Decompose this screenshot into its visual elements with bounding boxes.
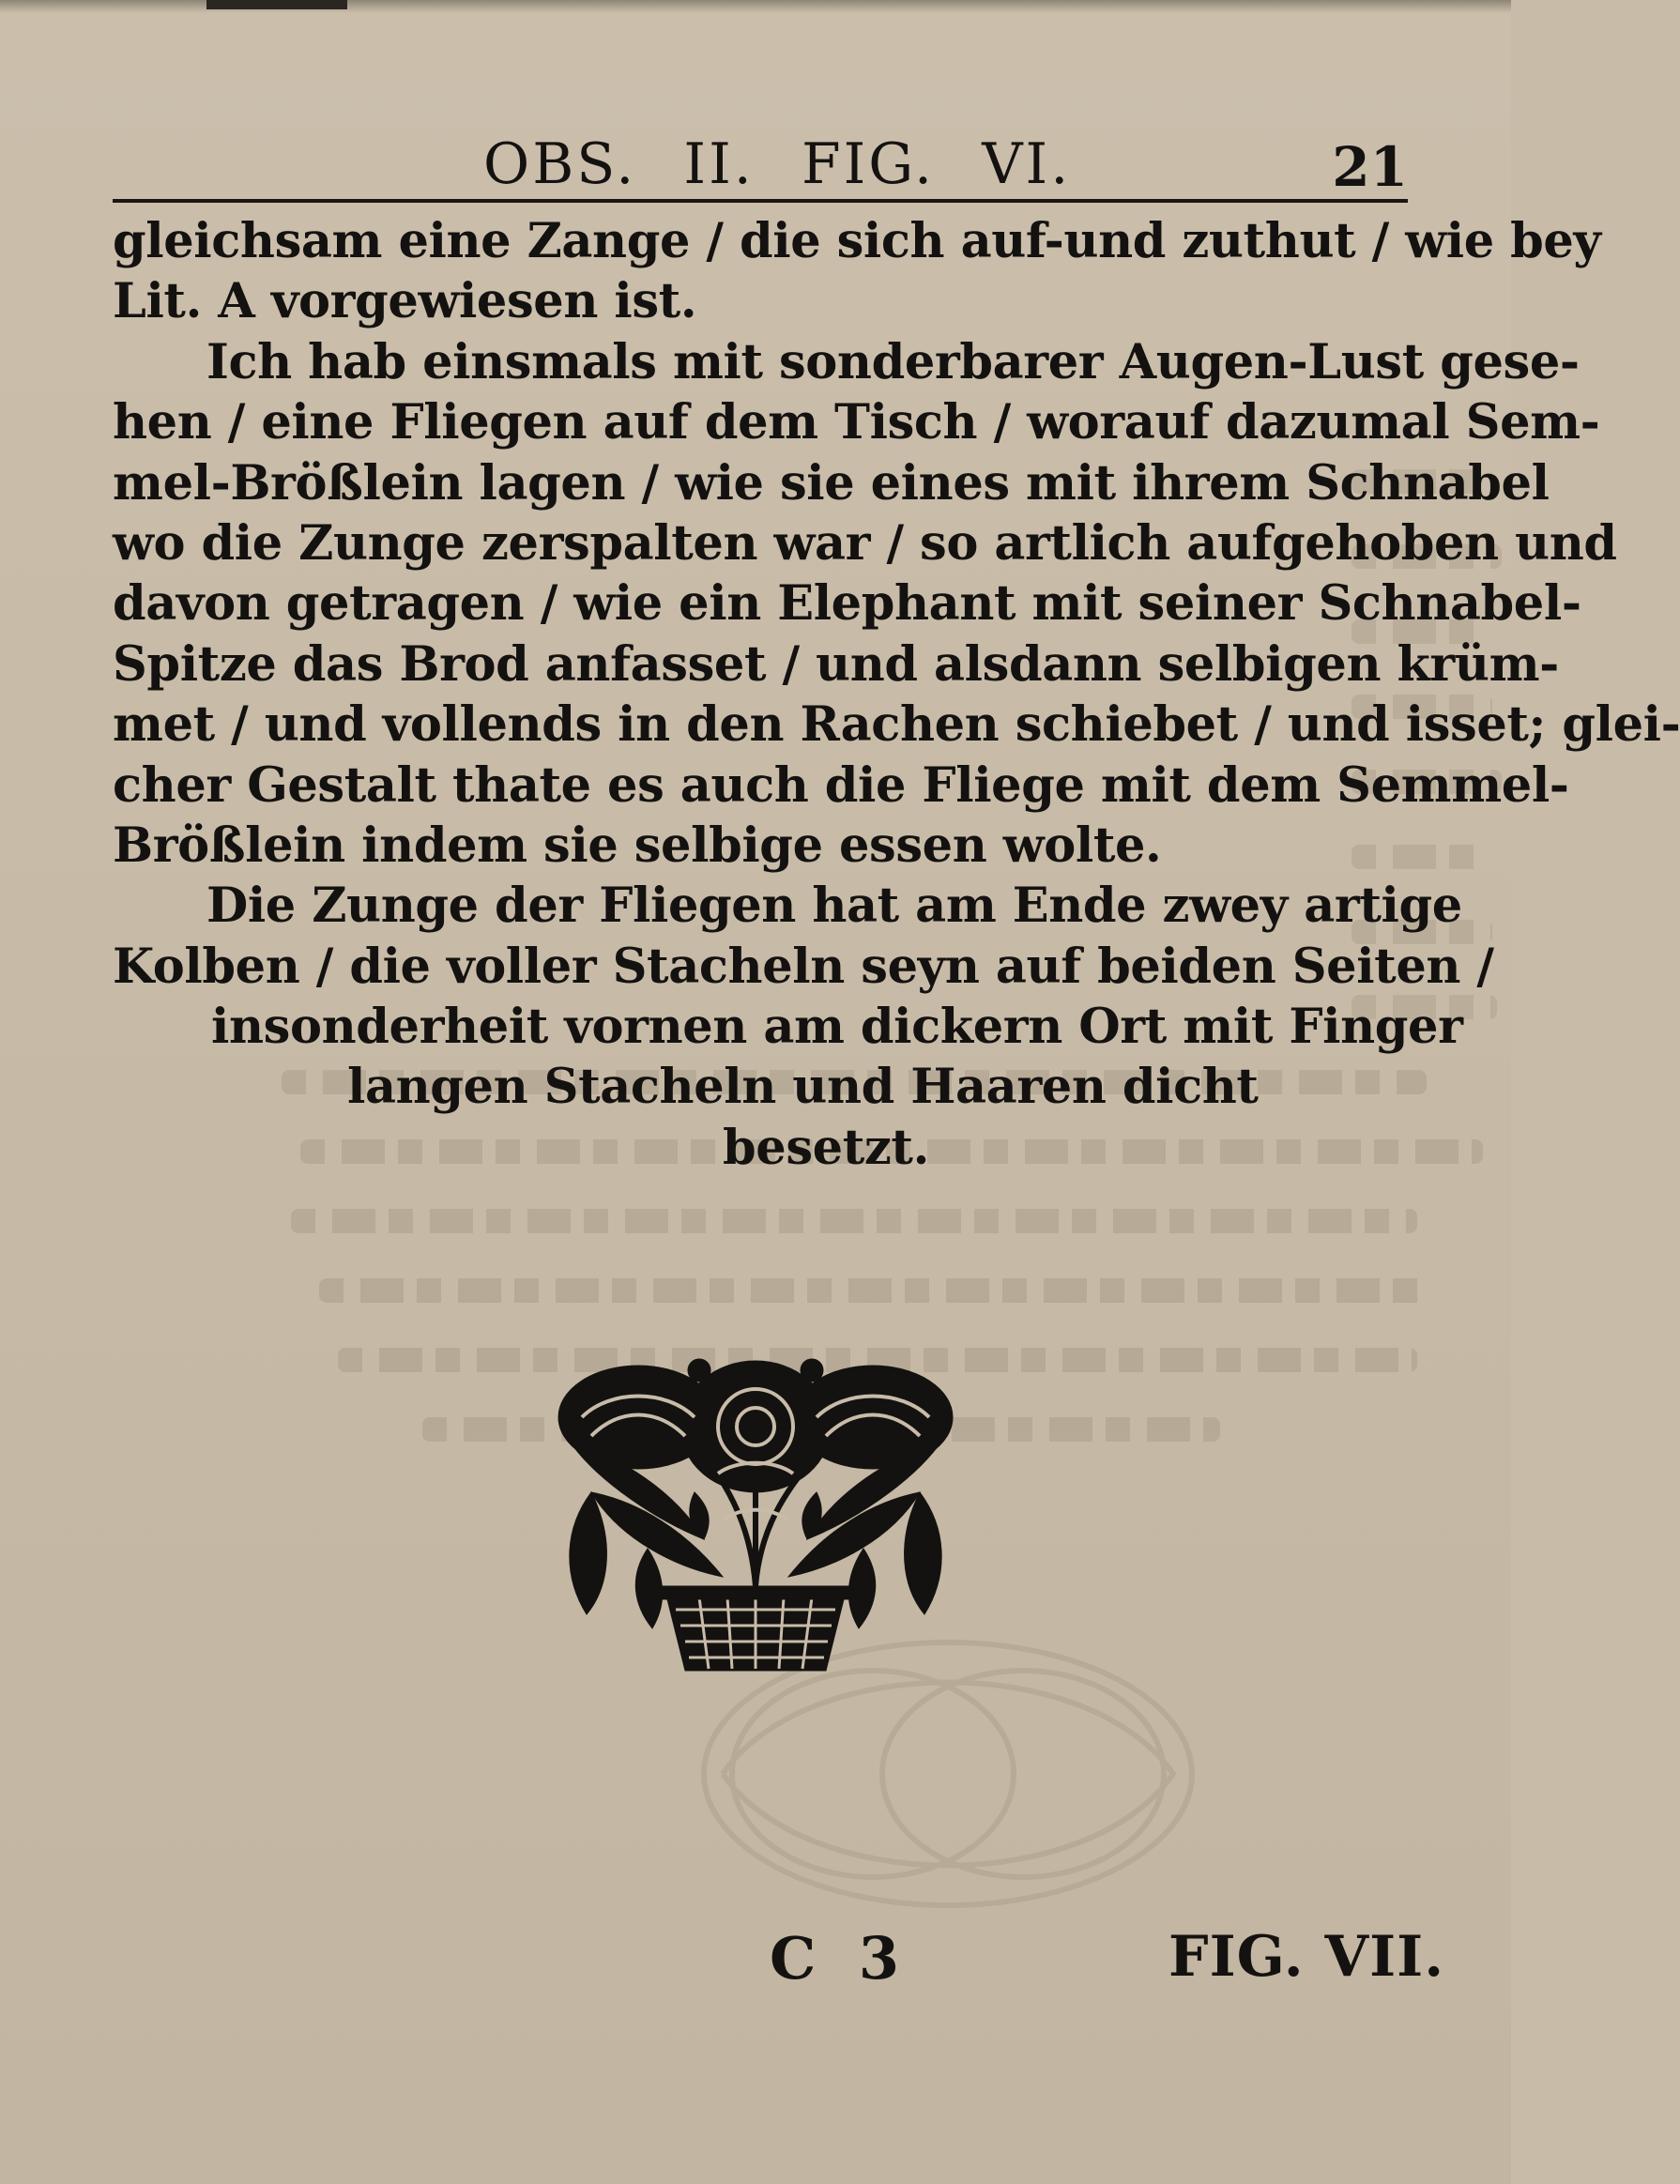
text-line: Brößlein indem sie selbige essen wolte. (113, 817, 1162, 874)
running-header (113, 131, 1408, 206)
text-line: Die Zunge der Fliegen hat am Ende zwey artige (206, 878, 1462, 935)
flower-basket-ornament-icon (535, 1352, 976, 1680)
text-line: wo die Zunge zerspalten war / so artlich aufgehoben und (113, 514, 1617, 572)
page-top-edge-mark (206, 0, 347, 9)
text-line: insonderheit vornen am dickern Ort mit Finger (211, 999, 1463, 1056)
signature-mark: C 3 (770, 1924, 900, 1993)
text-line: mel-Brößlein lagen / wie sie eines mit ihrem Schnabel (113, 454, 1550, 512)
running-title: OBS. II. FIG. VI. (483, 131, 1072, 197)
text-line: gleichsam eine Zange / die sich auf-und zuthut / wie bey (113, 213, 1601, 269)
text-line: davon getragen / wie ein Elephant mit seiner Schnabel- (113, 575, 1581, 633)
text-line: besetzt. (723, 1119, 929, 1176)
text-line: Spitze das Brod anfasset / und alsdann selbigen krüm- (113, 635, 1559, 693)
text-line: Lit. A vorgewiesen ist. (113, 273, 697, 330)
text-line: met / und vollends in den Rachen schiebet / und isset; glei- (113, 696, 1680, 754)
catchword: FIG. VII. (1168, 1924, 1445, 1990)
page-number: 21 (1332, 135, 1408, 199)
page-footer (0, 1924, 1511, 1999)
header-rule (113, 199, 1408, 203)
text-line: Ich hab einsmals mit sonderbarer Augen-Lust gese- (206, 333, 1580, 390)
text-line: Kolben / die voller Stacheln seyn auf beiden Seiten / (113, 938, 1494, 995)
text-line: cher Gestalt thate es auch die Fliege mit dem Semmel- (113, 756, 1569, 814)
text-line: langen Stacheln und Haaren dicht (347, 1059, 1259, 1116)
body-text (113, 211, 1680, 1178)
text-line: hen / eine Fliegen auf dem Tisch / worauf dazumal Sem- (113, 394, 1600, 451)
